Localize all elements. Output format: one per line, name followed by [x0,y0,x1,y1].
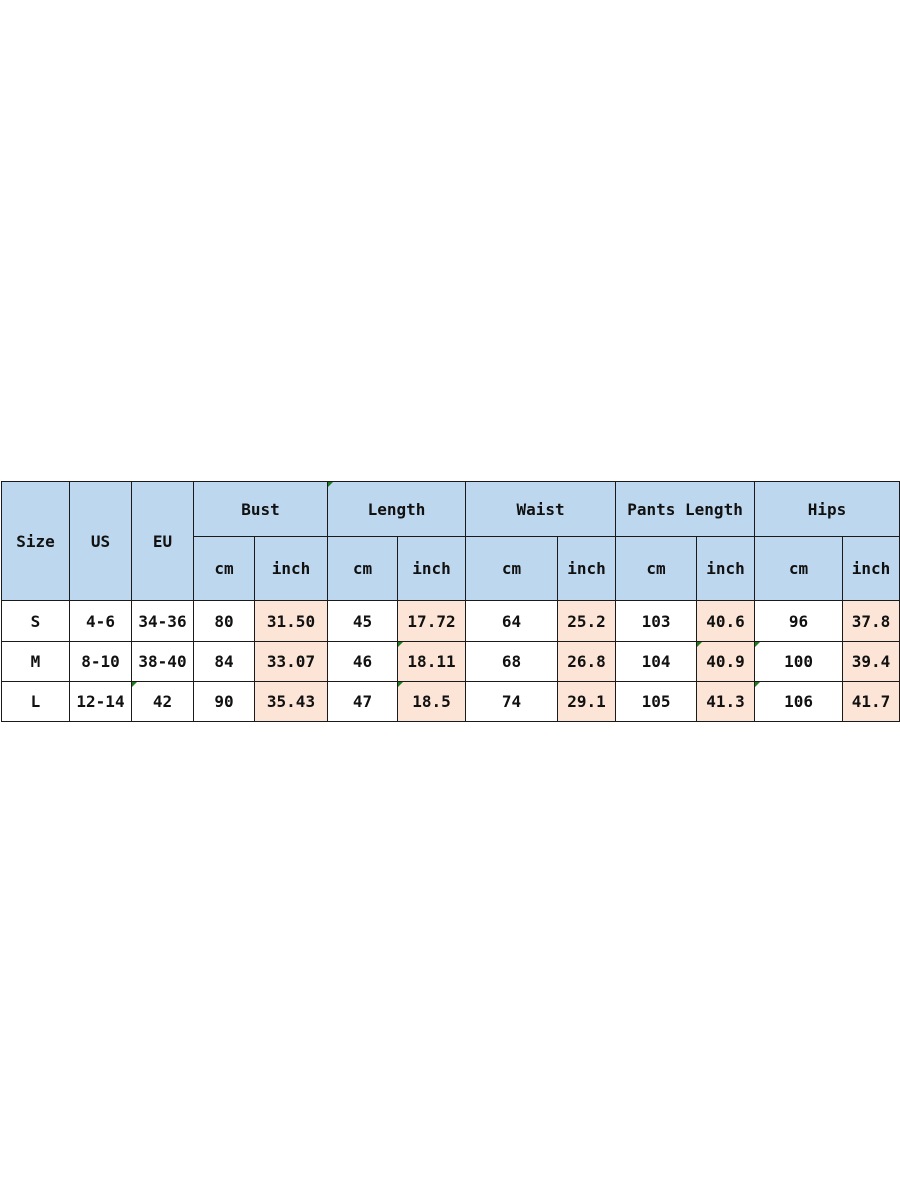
cell-bust-cm: 90 [194,682,255,722]
header-eu: EU [132,482,194,601]
header-hips-inch: inch [843,537,900,601]
cell-pants-inch: 41.3 [697,682,755,722]
header-length-cm: cm [328,537,398,601]
cell-hips-cm: 106 [755,682,843,722]
header-hips-cm: cm [755,537,843,601]
header-us: US [70,482,132,601]
header-waist-inch: inch [558,537,616,601]
table-row [2,642,900,682]
cell-length-inch: 18.11 [398,642,466,682]
cell-bust-inch: 33.07 [255,642,328,682]
cell-eu: 38-40 [132,642,194,682]
cell-us: 12-14 [70,682,132,722]
cell-pants-cm: 105 [616,682,697,722]
cell-waist-cm: 64 [466,601,558,642]
table-row [2,682,900,722]
cell-us: 8-10 [70,642,132,682]
cell-pants-cm: 103 [616,601,697,642]
header-bust-inch: inch [255,537,328,601]
cell-eu: 34-36 [132,601,194,642]
cell-hips-inch: 41.7 [843,682,900,722]
cell-size: L [2,682,70,722]
header-waist: Waist [466,482,616,537]
cell-bust-inch: 35.43 [255,682,328,722]
header-hips: Hips [755,482,900,537]
cell-hips-inch: 39.4 [843,642,900,682]
header-bust-cm: cm [194,537,255,601]
cell-size: M [2,642,70,682]
cell-hips-cm: 96 [755,601,843,642]
cell-length-inch: 18.5 [398,682,466,722]
header-row-groups [2,482,900,537]
cell-waist-inch: 26.8 [558,642,616,682]
cell-eu: 42 [132,682,194,722]
cell-length-inch: 17.72 [398,601,466,642]
header-pants-cm: cm [616,537,697,601]
header-bust: Bust [194,482,328,537]
cell-pants-inch: 40.6 [697,601,755,642]
cell-length-cm: 46 [328,642,398,682]
cell-waist-inch: 29.1 [558,682,616,722]
cell-hips-inch: 37.8 [843,601,900,642]
header-length: Length [328,482,466,537]
cell-length-cm: 47 [328,682,398,722]
header-size: Size [2,482,70,601]
table-row [2,601,900,642]
header-length-inch: inch [398,537,466,601]
header-pants-inch: inch [697,537,755,601]
cell-length-cm: 45 [328,601,398,642]
cell-waist-cm: 74 [466,682,558,722]
cell-pants-inch: 40.9 [697,642,755,682]
cell-bust-cm: 84 [194,642,255,682]
cell-pants-cm: 104 [616,642,697,682]
cell-us: 4-6 [70,601,132,642]
header-pants-length: Pants Length [616,482,755,537]
cell-hips-cm: 100 [755,642,843,682]
cell-waist-cm: 68 [466,642,558,682]
header-waist-cm: cm [466,537,558,601]
cell-size: S [2,601,70,642]
cell-bust-inch: 31.50 [255,601,328,642]
size-chart-table [1,481,900,722]
cell-waist-inch: 25.2 [558,601,616,642]
cell-bust-cm: 80 [194,601,255,642]
